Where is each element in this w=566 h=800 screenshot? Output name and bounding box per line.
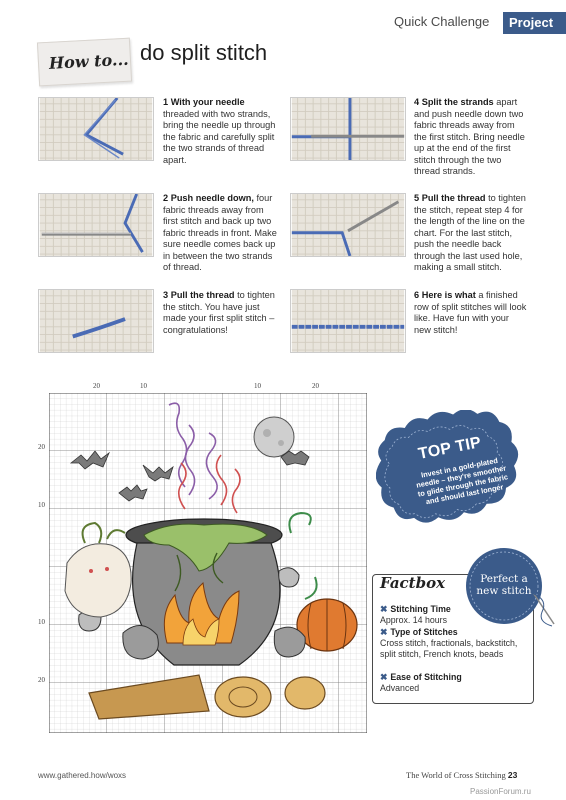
chart-left-label: 10	[38, 501, 45, 509]
chart-left-label: 20	[38, 676, 45, 684]
step-1-photo	[38, 97, 154, 161]
factbox-item: ✖ Type of Stitches Cross stitch, fractionals, backstitch, split stitch, French knots, beads	[380, 627, 518, 659]
section-title: Quick Challenge	[394, 14, 490, 29]
step-2-photo	[38, 193, 154, 257]
chart-left-label: 20	[38, 443, 45, 451]
cross-icon: ✖	[380, 604, 388, 614]
factbox-item: ✖ Stitching Time Approx. 14 hours	[380, 604, 451, 625]
page-title: do split stitch	[140, 40, 268, 65]
step-3-text: 3 Pull the thread to tighten the stitch. You have just made your first split stitch – congratulations!	[163, 290, 275, 335]
step-2-text: 2 Push needle down, four fabric threads away from first stitch and back up two fabric threads in front. Make sure needle comes back up in between the two strands of thread.	[163, 193, 277, 272]
factbox-title: Factbox	[380, 574, 446, 592]
badge-text: Perfect a new stitch	[476, 573, 532, 597]
page-number: 23	[507, 770, 518, 780]
step-6-text: 6 Here is what a finished row of split stitches will look like. Have fun with your new stitch!	[414, 290, 527, 335]
step-1-text: 1 With your needle threaded with two strands, bring the needle up through the fabric and carefully split the two strands of thread apart.	[163, 97, 276, 165]
section-tab: Project	[503, 12, 566, 34]
chart-left-label: 10	[38, 618, 45, 626]
step-6-photo	[290, 289, 406, 353]
footer-magazine: The World of Cross Stitching 23	[406, 770, 518, 780]
how-to-label: How to...	[37, 38, 132, 87]
cross-icon: ✖	[380, 672, 388, 682]
top-tip-title: TOP TIP	[416, 434, 483, 463]
chart-top-label: 20	[312, 382, 319, 390]
factbox-item: ✖ Ease of Stitching Advanced	[380, 672, 462, 693]
step-4-photo	[290, 97, 406, 161]
step-4-text: 4 Split the strands apart and push needle down two fabric threads away from the first stitch. Bring needle up at the end of the first stitch through the two thread strands.	[414, 97, 525, 176]
step-5-photo	[290, 193, 406, 257]
needle-icon	[530, 590, 560, 630]
step-5-text: 5 Pull the thread to tighten the stitch, repeat step 4 for the length of the line on the chart. For the last stitch, push the needle back through the last used hole, making a small stitch.	[414, 193, 526, 272]
chart-top-label: 10	[140, 382, 147, 390]
cross-stitch-chart	[49, 393, 367, 733]
chart-top-label: 10	[254, 382, 261, 390]
footer-url[interactable]: www.gathered.how/woxs	[38, 771, 127, 780]
step-3-photo	[38, 289, 154, 353]
top-tip-body: Invest in a gold-plated needle – they're smoother to glide through the fabric and should last longer	[415, 455, 509, 507]
cross-icon: ✖	[380, 627, 388, 637]
watermark: PassionForum.ru	[470, 787, 531, 796]
chart-top-label: 20	[93, 382, 100, 390]
